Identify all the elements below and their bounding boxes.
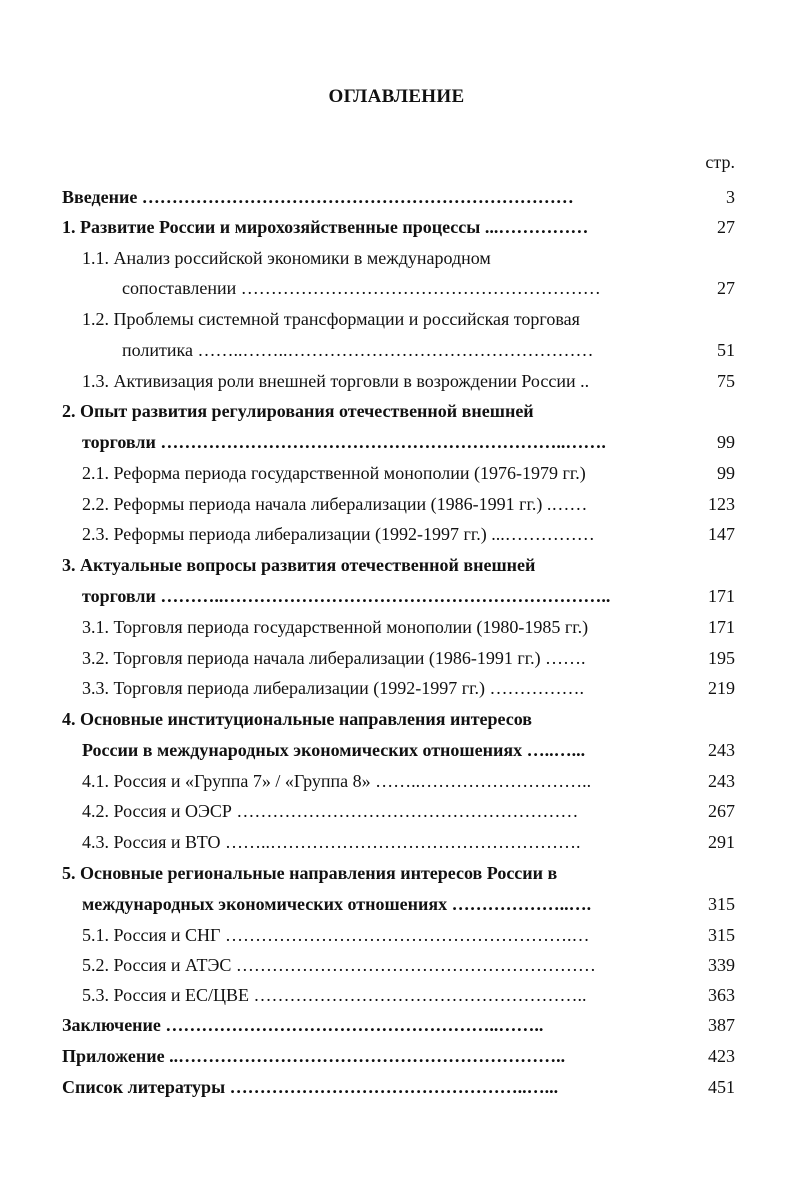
toc-entry-chapter-3: 3. Актуальные вопросы развития отечественной внешней <box>62 555 536 575</box>
toc-page-number: 27 <box>717 278 735 298</box>
toc-entry-section-4-3: 4.3. Россия и ВТО ……..……………………………………………. <box>82 832 581 852</box>
toc-page-number: 339 <box>708 955 735 975</box>
toc-page-number: 243 <box>708 771 735 791</box>
toc-entry-chapter-2: 2. Опыт развития регулирования отечественной внешней <box>62 401 534 421</box>
toc-page-number: 99 <box>717 463 735 483</box>
toc-entry-chapter-3-cont: торговли ………..……………………………………………………….. <box>82 586 611 606</box>
toc-page-number: 451 <box>708 1077 735 1097</box>
toc-page-number: 219 <box>708 678 735 698</box>
toc-entry-chapter-4: 4. Основные институциональные направления интересов <box>62 709 533 729</box>
toc-page-number: 51 <box>717 340 735 360</box>
toc-entry-bibliography: Список литературы …………………………………………..…... <box>62 1077 559 1097</box>
toc-entry-section-3-3: 3.3. Торговля периода либерализации (1992-1997 гг.) ……………. <box>82 678 584 698</box>
toc-entry-intro: Введение ……………………………………………………………… <box>62 187 574 207</box>
toc-entry-section-5-2: 5.2. Россия и АТЭС …………………………………………………… <box>82 955 596 975</box>
toc-entry-section-1-1: 1.1. Анализ российской экономики в международном <box>82 248 491 268</box>
toc-page-number: 123 <box>708 494 735 514</box>
toc-page-number: 27 <box>717 217 735 237</box>
toc-page-number: 243 <box>708 740 735 760</box>
toc-entry-section-1-2-cont: политика ……..……..…………………………………………… <box>122 340 594 360</box>
toc-entry-appendix: Приложение ..……………………………………………………….. <box>62 1046 566 1066</box>
toc-entry-chapter-2-cont: торговли …………………………………………………………..……. <box>82 432 606 452</box>
toc-page-number: 171 <box>708 617 735 637</box>
toc-entry-section-1-3: 1.3. Активизация роли внешней торговли в возрождении России .. <box>82 371 590 391</box>
toc-page-number: 267 <box>708 801 735 821</box>
toc-page-number: 99 <box>717 432 735 452</box>
toc-entry-chapter-1: 1. Развитие России и мирохозяйственные процессы ...…………… <box>62 217 589 237</box>
toc-entry-section-2-3: 2.3. Реформы периода либерализации (1992-1997 гг.) ...…………… <box>82 524 595 544</box>
toc-page-number: 315 <box>708 925 735 945</box>
toc-entry-section-4-2: 4.2. Россия и ОЭСР ………………………………………………… <box>82 801 579 821</box>
toc-page-number: 171 <box>708 586 735 606</box>
toc-page-number: 75 <box>717 371 735 391</box>
toc-page-number: 291 <box>708 832 735 852</box>
toc-entry-chapter-4-cont: России в международных экономических отношениях …..…... <box>82 740 586 760</box>
toc-entry-section-3-2: 3.2. Торговля периода начала либерализации (1986-1991 гг.) ……. <box>82 648 586 668</box>
toc-page-number: 195 <box>708 648 735 668</box>
toc-entry-section-4-1: 4.1. Россия и «Группа 7» / «Группа 8» ……..……………………….. <box>82 771 592 791</box>
page-column-label: стр. <box>705 152 735 172</box>
toc-page-number: 423 <box>708 1046 735 1066</box>
toc-entry-section-2-1: 2.1. Реформа периода государственной монополии (1976-1979 гг.) <box>82 463 586 483</box>
toc-page-number: 363 <box>708 985 735 1005</box>
toc-entry-section-5-3: 5.3. Россия и ЕС/ЦВЕ ……………………………………………….. <box>82 985 587 1005</box>
toc-page-number: 147 <box>708 524 735 544</box>
toc-entry-section-5-1: 5.1. Россия и СНГ ………………………………………………….… <box>82 925 590 945</box>
toc-page-number: 387 <box>708 1015 735 1035</box>
toc-entry-conclusion: Заключение ………………………………………………..…….. <box>62 1015 544 1035</box>
toc-entry-section-3-1: 3.1. Торговля периода государственной монополии (1980-1985 гг.) <box>82 617 589 637</box>
toc-entry-chapter-5: 5. Основные региональные направления интересов России в <box>62 863 558 883</box>
toc-page-number: 315 <box>708 894 735 914</box>
toc-page-number: 3 <box>726 187 735 207</box>
toc-entry-chapter-5-cont: международных экономических отношениях ………………..…. <box>82 894 592 914</box>
toc-entry-section-1-1-cont: сопоставлении …………………………………………………… <box>122 278 601 298</box>
toc-entry-section-2-2: 2.2. Реформы периода начала либерализации (1986-1991 гг.) .…… <box>82 494 588 514</box>
page-title: ОГЛАВЛЕНИЕ <box>328 86 465 107</box>
toc-entry-section-1-2: 1.2. Проблемы системной трансформации и российская торговая <box>82 309 580 329</box>
